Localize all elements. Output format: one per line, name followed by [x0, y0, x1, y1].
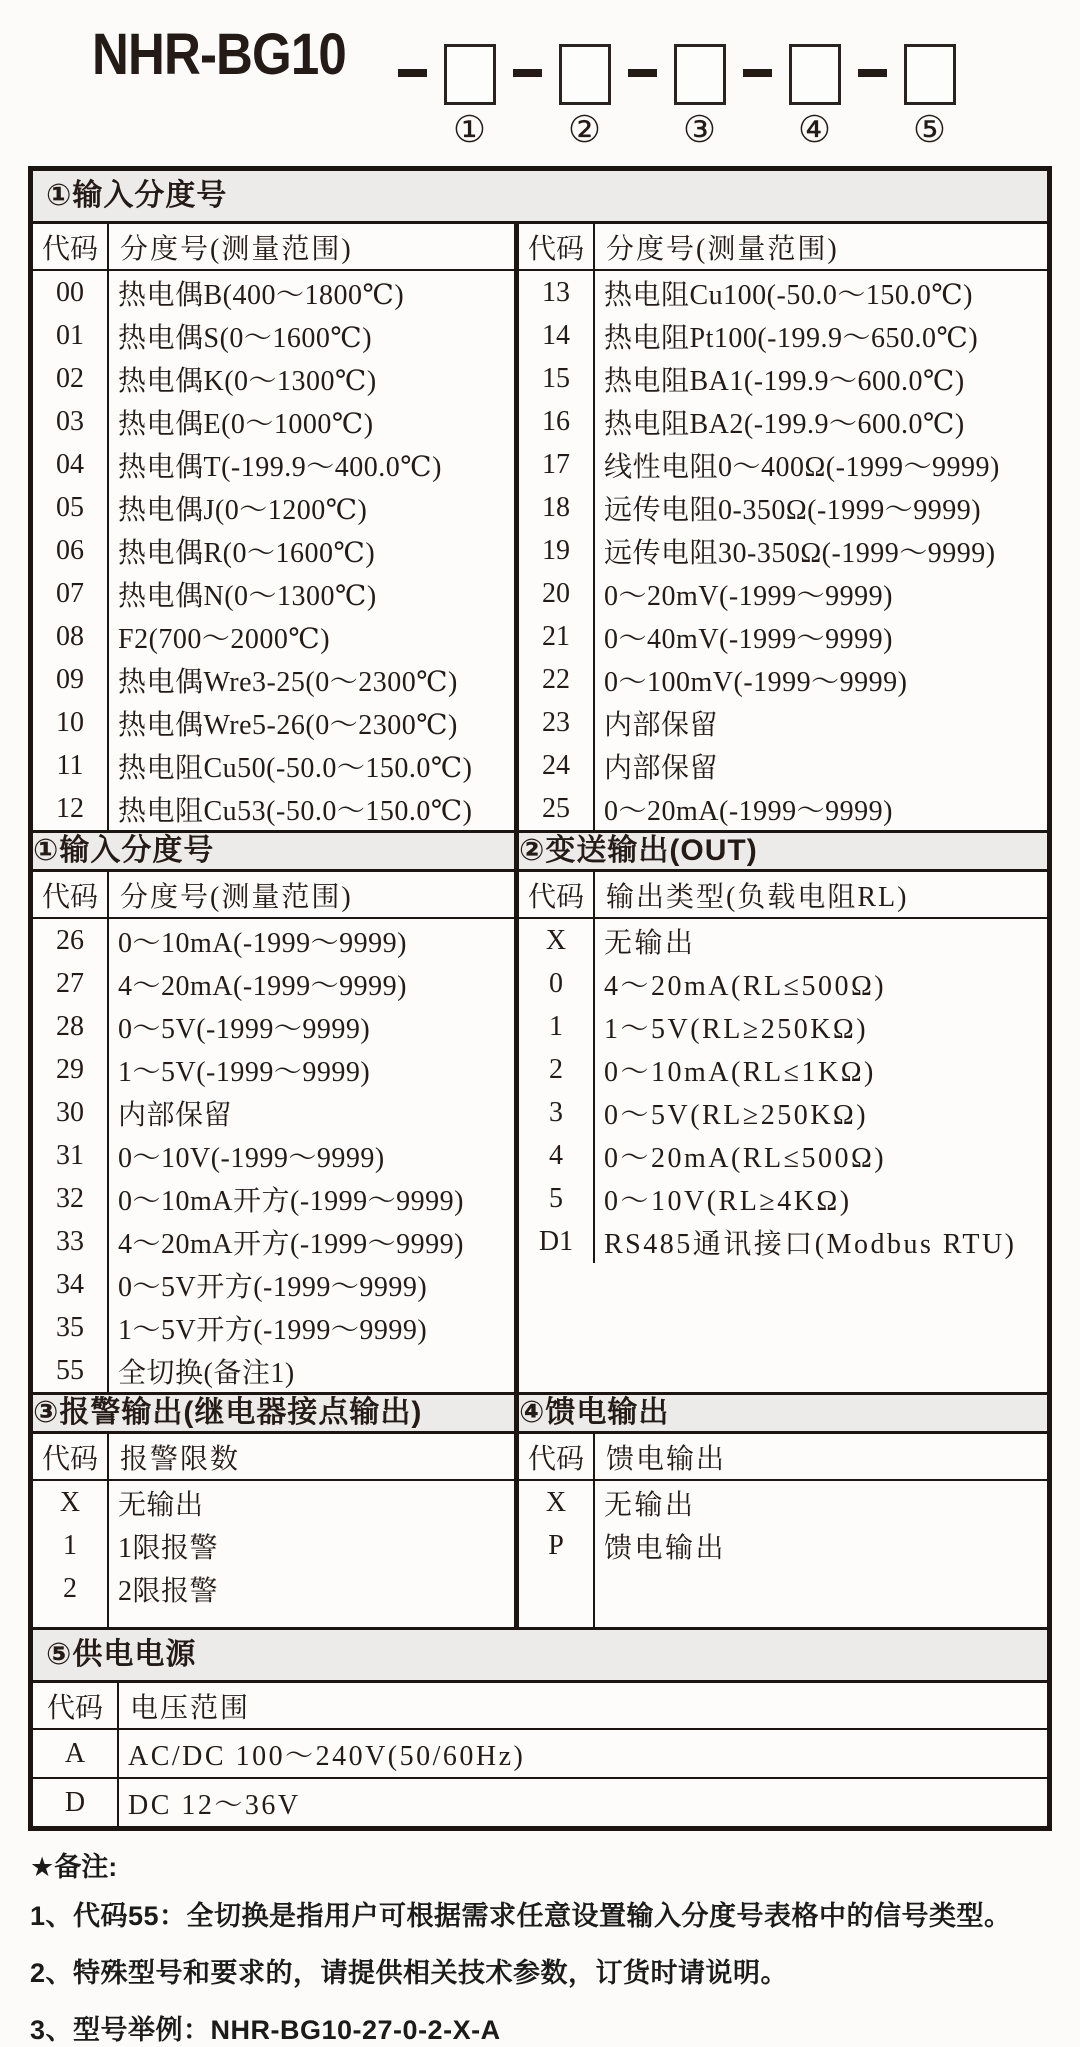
table-row [33, 701, 514, 744]
value-cell: 馈电输出 [604, 1532, 727, 1564]
model-slot-number: ② [567, 110, 602, 151]
model-code-table [28, 166, 1052, 1831]
value-header: 分度号(测量范围) [606, 233, 839, 265]
table-row [519, 1091, 1047, 1134]
table-row [33, 1567, 514, 1610]
dash-separator [513, 69, 542, 77]
table-row [519, 486, 1047, 529]
value-cell: 线性电阻0～400Ω(-1999～9999) [604, 451, 1000, 483]
table-row [33, 357, 514, 400]
section4-colhead [519, 1434, 1047, 1481]
table-row [33, 1777, 1047, 1826]
value-cell: 热电偶Wre5-26(0～2300℃) [118, 709, 458, 741]
code-cell: 24 [542, 749, 570, 781]
value-cell: 1～5V(RL≥250KΩ) [604, 1013, 869, 1045]
code-cell: 35 [56, 1311, 84, 1343]
code-cell: 33 [56, 1225, 84, 1257]
section2-body [33, 872, 1047, 1392]
code-cell: 29 [56, 1053, 84, 1085]
table-row [519, 658, 1047, 701]
code-cell: 19 [542, 534, 570, 566]
code-cell: 03 [56, 405, 84, 437]
value-cell: 内部保留 [604, 752, 719, 784]
value-cell: RS485通讯接口(Modbus RTU) [604, 1228, 1017, 1260]
table-row [519, 1048, 1047, 1091]
model-slot [444, 18, 496, 149]
section2-right-colhead [519, 872, 1047, 919]
section2-right-rows [519, 919, 1047, 1263]
code-cell: 26 [56, 924, 84, 956]
section1-band: ①输入分度号 [33, 171, 1047, 224]
table-row [519, 357, 1047, 400]
remarks-title: ★备注: [30, 1852, 118, 1882]
code-cell: P [548, 1529, 564, 1561]
value-cell: 热电阻Cu100(-50.0～150.0℃) [604, 279, 973, 311]
value-cell: 无输出 [604, 1489, 696, 1521]
value-cell: 4～20mA开方(-1999～9999) [118, 1228, 464, 1260]
code-header: 代码 [519, 1434, 595, 1479]
table-row [33, 658, 514, 701]
table-row [519, 615, 1047, 658]
table-row [33, 1263, 514, 1306]
value-cell: 0～10mA(-1999～9999) [118, 927, 407, 959]
code-cell: 15 [542, 362, 570, 394]
section2-bands [33, 830, 1047, 872]
value-cell: 无输出 [604, 927, 696, 959]
table-row [33, 271, 514, 314]
code-header: 代码 [519, 224, 595, 269]
model-slot-box [444, 44, 496, 105]
value-cell: 0～5V开方(-1999～9999) [118, 1271, 428, 1303]
table-row [519, 1524, 1047, 1567]
table-row [33, 1177, 514, 1220]
model-slot-number: ③ [682, 110, 717, 151]
code-cell: 14 [542, 319, 570, 351]
table-row [519, 1134, 1047, 1177]
table-row [33, 1005, 514, 1048]
code-cell: X [545, 1486, 567, 1518]
table-row [33, 572, 514, 615]
remark-item: 3、型号举例：NHR-BG10-27-0-2-X-A [30, 2015, 501, 2045]
table-row [33, 1091, 514, 1134]
code-cell: 34 [56, 1268, 84, 1300]
table-row [519, 1005, 1047, 1048]
code-cell: 12 [56, 792, 84, 824]
model-prefix: NHR-BG10 [92, 22, 346, 87]
value-cell: 0～10mA(RL≤1KΩ) [604, 1056, 876, 1088]
value-cell: 4～20mA(RL≤500Ω) [604, 970, 887, 1002]
value-cell: 内部保留 [118, 1099, 233, 1131]
code-cell: D1 [538, 1225, 574, 1257]
model-slot-number: ④ [797, 110, 832, 151]
table-row [519, 400, 1047, 443]
code-cell: 28 [56, 1010, 84, 1042]
value-cell: DC 12～36V [128, 1789, 301, 1821]
value-cell: F2(700～2000℃) [118, 623, 331, 655]
code-cell: 17 [542, 448, 570, 480]
code-cell: 07 [56, 577, 84, 609]
model-code-selector [0, 0, 1080, 151]
code-cell: 4 [549, 1139, 563, 1171]
value-cell: 远传电阻30-350Ω(-1999～9999) [604, 537, 996, 569]
table-row [33, 1730, 1047, 1777]
code-header: 代码 [33, 224, 109, 269]
section1-body [33, 224, 1047, 830]
section5-band: ⑤供电电源 [33, 1627, 1047, 1683]
value-cell: 1～5V开方(-1999～9999) [118, 1314, 428, 1346]
table-row [33, 400, 514, 443]
value-cell: 1～5V(-1999～9999) [118, 1056, 371, 1088]
value-cell: 4～20mA(-1999～9999) [118, 970, 407, 1002]
code-cell: 32 [56, 1182, 84, 1214]
code-cell: D [64, 1786, 86, 1818]
code-cell: 01 [56, 319, 84, 351]
value-cell: 热电偶E(0～1000℃) [118, 408, 374, 440]
model-slot-box [674, 44, 726, 105]
value-cell: 0～10V(RL≥4KΩ) [604, 1185, 852, 1217]
value-cell: 0～5V(RL≥250KΩ) [604, 1099, 869, 1131]
code-cell: 27 [56, 967, 84, 999]
value-header: 报警限数 [120, 1443, 241, 1475]
value-cell: AC/DC 100～240V(50/60Hz) [128, 1740, 526, 1772]
model-slot-box [789, 44, 841, 105]
value-cell: 热电偶S(0～1600℃) [118, 322, 373, 354]
code-cell: 1 [63, 1529, 77, 1561]
table-row [519, 1177, 1047, 1220]
value-cell: 热电阻BA2(-199.9～600.0℃) [604, 408, 965, 440]
model-slots [444, 18, 956, 149]
value-cell: 内部保留 [604, 709, 719, 741]
model-slot-number: ① [452, 110, 487, 151]
code-cell: 13 [542, 276, 570, 308]
code-cell: 11 [56, 749, 84, 781]
code-cell: 23 [542, 706, 570, 738]
model-slot [789, 18, 841, 149]
model-slot [559, 18, 611, 149]
table-row [33, 529, 514, 572]
code-cell: 22 [542, 663, 570, 695]
value-cell: 热电偶K(0～1300℃) [118, 365, 377, 397]
value-cell: 2限报警 [118, 1575, 219, 1607]
value-cell: 1限报警 [118, 1532, 219, 1564]
table-row [33, 486, 514, 529]
model-slot [674, 18, 726, 149]
value-header: 电压范围 [130, 1692, 251, 1724]
value-header: 分度号(测量范围) [120, 881, 353, 913]
value-cell: 0～5V(-1999～9999) [118, 1013, 371, 1045]
value-cell: 0～20mA(-1999～9999) [604, 795, 893, 827]
code-cell: 31 [56, 1139, 84, 1171]
dash-separator [628, 69, 657, 77]
table-row [519, 919, 1047, 962]
value-cell: 远传电阻0-350Ω(-1999～9999) [604, 494, 982, 526]
code-cell: 10 [56, 706, 84, 738]
table-row [519, 787, 1047, 830]
code-cell: 18 [542, 491, 570, 523]
code-cell: 06 [56, 534, 84, 566]
table-row [519, 529, 1047, 572]
value-header: 馈电输出 [606, 1443, 727, 1475]
section1-left-colhead [33, 224, 514, 271]
model-slot-box [904, 44, 956, 105]
value-cell: 热电偶B(400～1800℃) [118, 279, 405, 311]
section3-colhead [33, 1434, 514, 1481]
section5-colhead [33, 1683, 1047, 1730]
section4-band: ④馈电输出 [519, 1392, 1047, 1434]
code-cell: 5 [549, 1182, 563, 1214]
section1-right-colhead [519, 224, 1047, 271]
table-row [519, 1220, 1047, 1263]
table-row [519, 744, 1047, 787]
code-cell: A [64, 1737, 86, 1769]
code-cell: 00 [56, 276, 84, 308]
table-row [519, 701, 1047, 744]
table-row [33, 314, 514, 357]
value-cell: 热电阻BA1(-199.9～600.0℃) [604, 365, 965, 397]
value-cell: 热电偶J(0～1200℃) [118, 494, 368, 526]
remark-item: 2、特殊型号和要求的，请提供相关技术参数，订货时请说明。 [30, 1958, 789, 1988]
value-cell: 0～10mA开方(-1999～9999) [118, 1185, 464, 1217]
section2-left-colhead [33, 872, 514, 919]
code-header: 代码 [33, 1434, 109, 1479]
section2-left-band: ①输入分度号 [33, 830, 519, 872]
table-row [33, 1306, 514, 1349]
table-row [33, 443, 514, 486]
code-cell: 2 [63, 1572, 77, 1604]
model-slot [904, 18, 956, 149]
code-header: 代码 [519, 872, 595, 917]
dash-separator [858, 69, 887, 77]
value-cell: 热电阻Cu50(-50.0～150.0℃) [118, 752, 473, 784]
code-cell: 04 [56, 448, 84, 480]
table-row [33, 615, 514, 658]
code-cell: 1 [549, 1010, 563, 1042]
section4-rows [519, 1481, 1047, 1627]
value-cell: 热电阻Pt100(-199.9～650.0℃) [604, 322, 979, 354]
remarks [30, 1845, 1080, 2047]
code-cell: 09 [56, 663, 84, 695]
value-cell: 0～20mV(-1999～9999) [604, 580, 893, 612]
table-row [33, 1349, 514, 1392]
value-cell: 热电偶Wre3-25(0～2300℃) [118, 666, 458, 698]
table-row [519, 962, 1047, 1005]
code-cell: 20 [542, 577, 570, 609]
code-cell: 3 [549, 1096, 563, 1128]
table-row [33, 1481, 514, 1524]
section5-rows [33, 1730, 1047, 1826]
table-row [519, 443, 1047, 486]
value-cell: 热电偶T(-199.9～400.0℃) [118, 451, 442, 483]
table-row [33, 1048, 514, 1091]
table-row [519, 271, 1047, 314]
table-row [33, 1524, 514, 1567]
dash-separator [743, 69, 772, 77]
section3-band: ③报警输出(继电器接点输出) [33, 1392, 519, 1434]
section2-right-band: ②变送输出(OUT) [519, 830, 1047, 872]
model-slot-box [559, 44, 611, 105]
table-row [33, 1220, 514, 1263]
code-cell: 2 [549, 1053, 563, 1085]
section34-bands [33, 1392, 1047, 1434]
value-cell: 0～20mA(RL≤500Ω) [604, 1142, 887, 1174]
value-cell: 0～40mV(-1999～9999) [604, 623, 893, 655]
value-header: 分度号(测量范围) [120, 233, 353, 265]
section3-rows [33, 1481, 514, 1627]
value-cell: 热电偶R(0～1600℃) [118, 537, 376, 569]
code-cell: 30 [56, 1096, 84, 1128]
table-row [519, 1481, 1047, 1524]
table-row [33, 962, 514, 1005]
table-row [33, 787, 514, 830]
code-cell: 05 [56, 491, 84, 523]
value-cell: 0～10V(-1999～9999) [118, 1142, 385, 1174]
section1-left-rows [33, 271, 514, 830]
code-cell: 02 [56, 362, 84, 394]
model-slot-number: ⑤ [912, 110, 947, 151]
value-cell: 热电阻Cu53(-50.0～150.0℃) [118, 795, 473, 827]
code-cell: X [59, 1486, 81, 1518]
table-row [519, 314, 1047, 357]
table-row [33, 919, 514, 962]
remark-item: 1、代码55：全切换是指用户可根据需求任意设置输入分度号表格中的信号类型。 [30, 1901, 1012, 1931]
value-cell: 全切换(备注1) [118, 1357, 295, 1389]
table-row [33, 744, 514, 787]
remarks-list [30, 1894, 1080, 2047]
table-row [33, 1134, 514, 1177]
code-header: 代码 [33, 872, 109, 917]
dash-separator [398, 69, 427, 77]
code-cell: 25 [542, 792, 570, 824]
code-cell: 08 [56, 620, 84, 652]
code-cell: 0 [549, 967, 563, 999]
code-cell: 21 [542, 620, 570, 652]
value-cell: 无输出 [118, 1489, 204, 1521]
value-cell: 0～100mV(-1999～9999) [604, 666, 908, 698]
value-cell: 热电偶N(0～1300℃) [118, 580, 377, 612]
section2-left-rows [33, 919, 514, 1392]
section1-right-rows [519, 271, 1047, 830]
table-row [519, 572, 1047, 615]
code-cell: 16 [542, 405, 570, 437]
value-header: 输出类型(负载电阻RL) [606, 881, 909, 913]
code-cell: X [545, 924, 567, 956]
code-header: 代码 [33, 1683, 119, 1728]
code-cell: 55 [56, 1354, 84, 1386]
section34-body [33, 1434, 1047, 1627]
